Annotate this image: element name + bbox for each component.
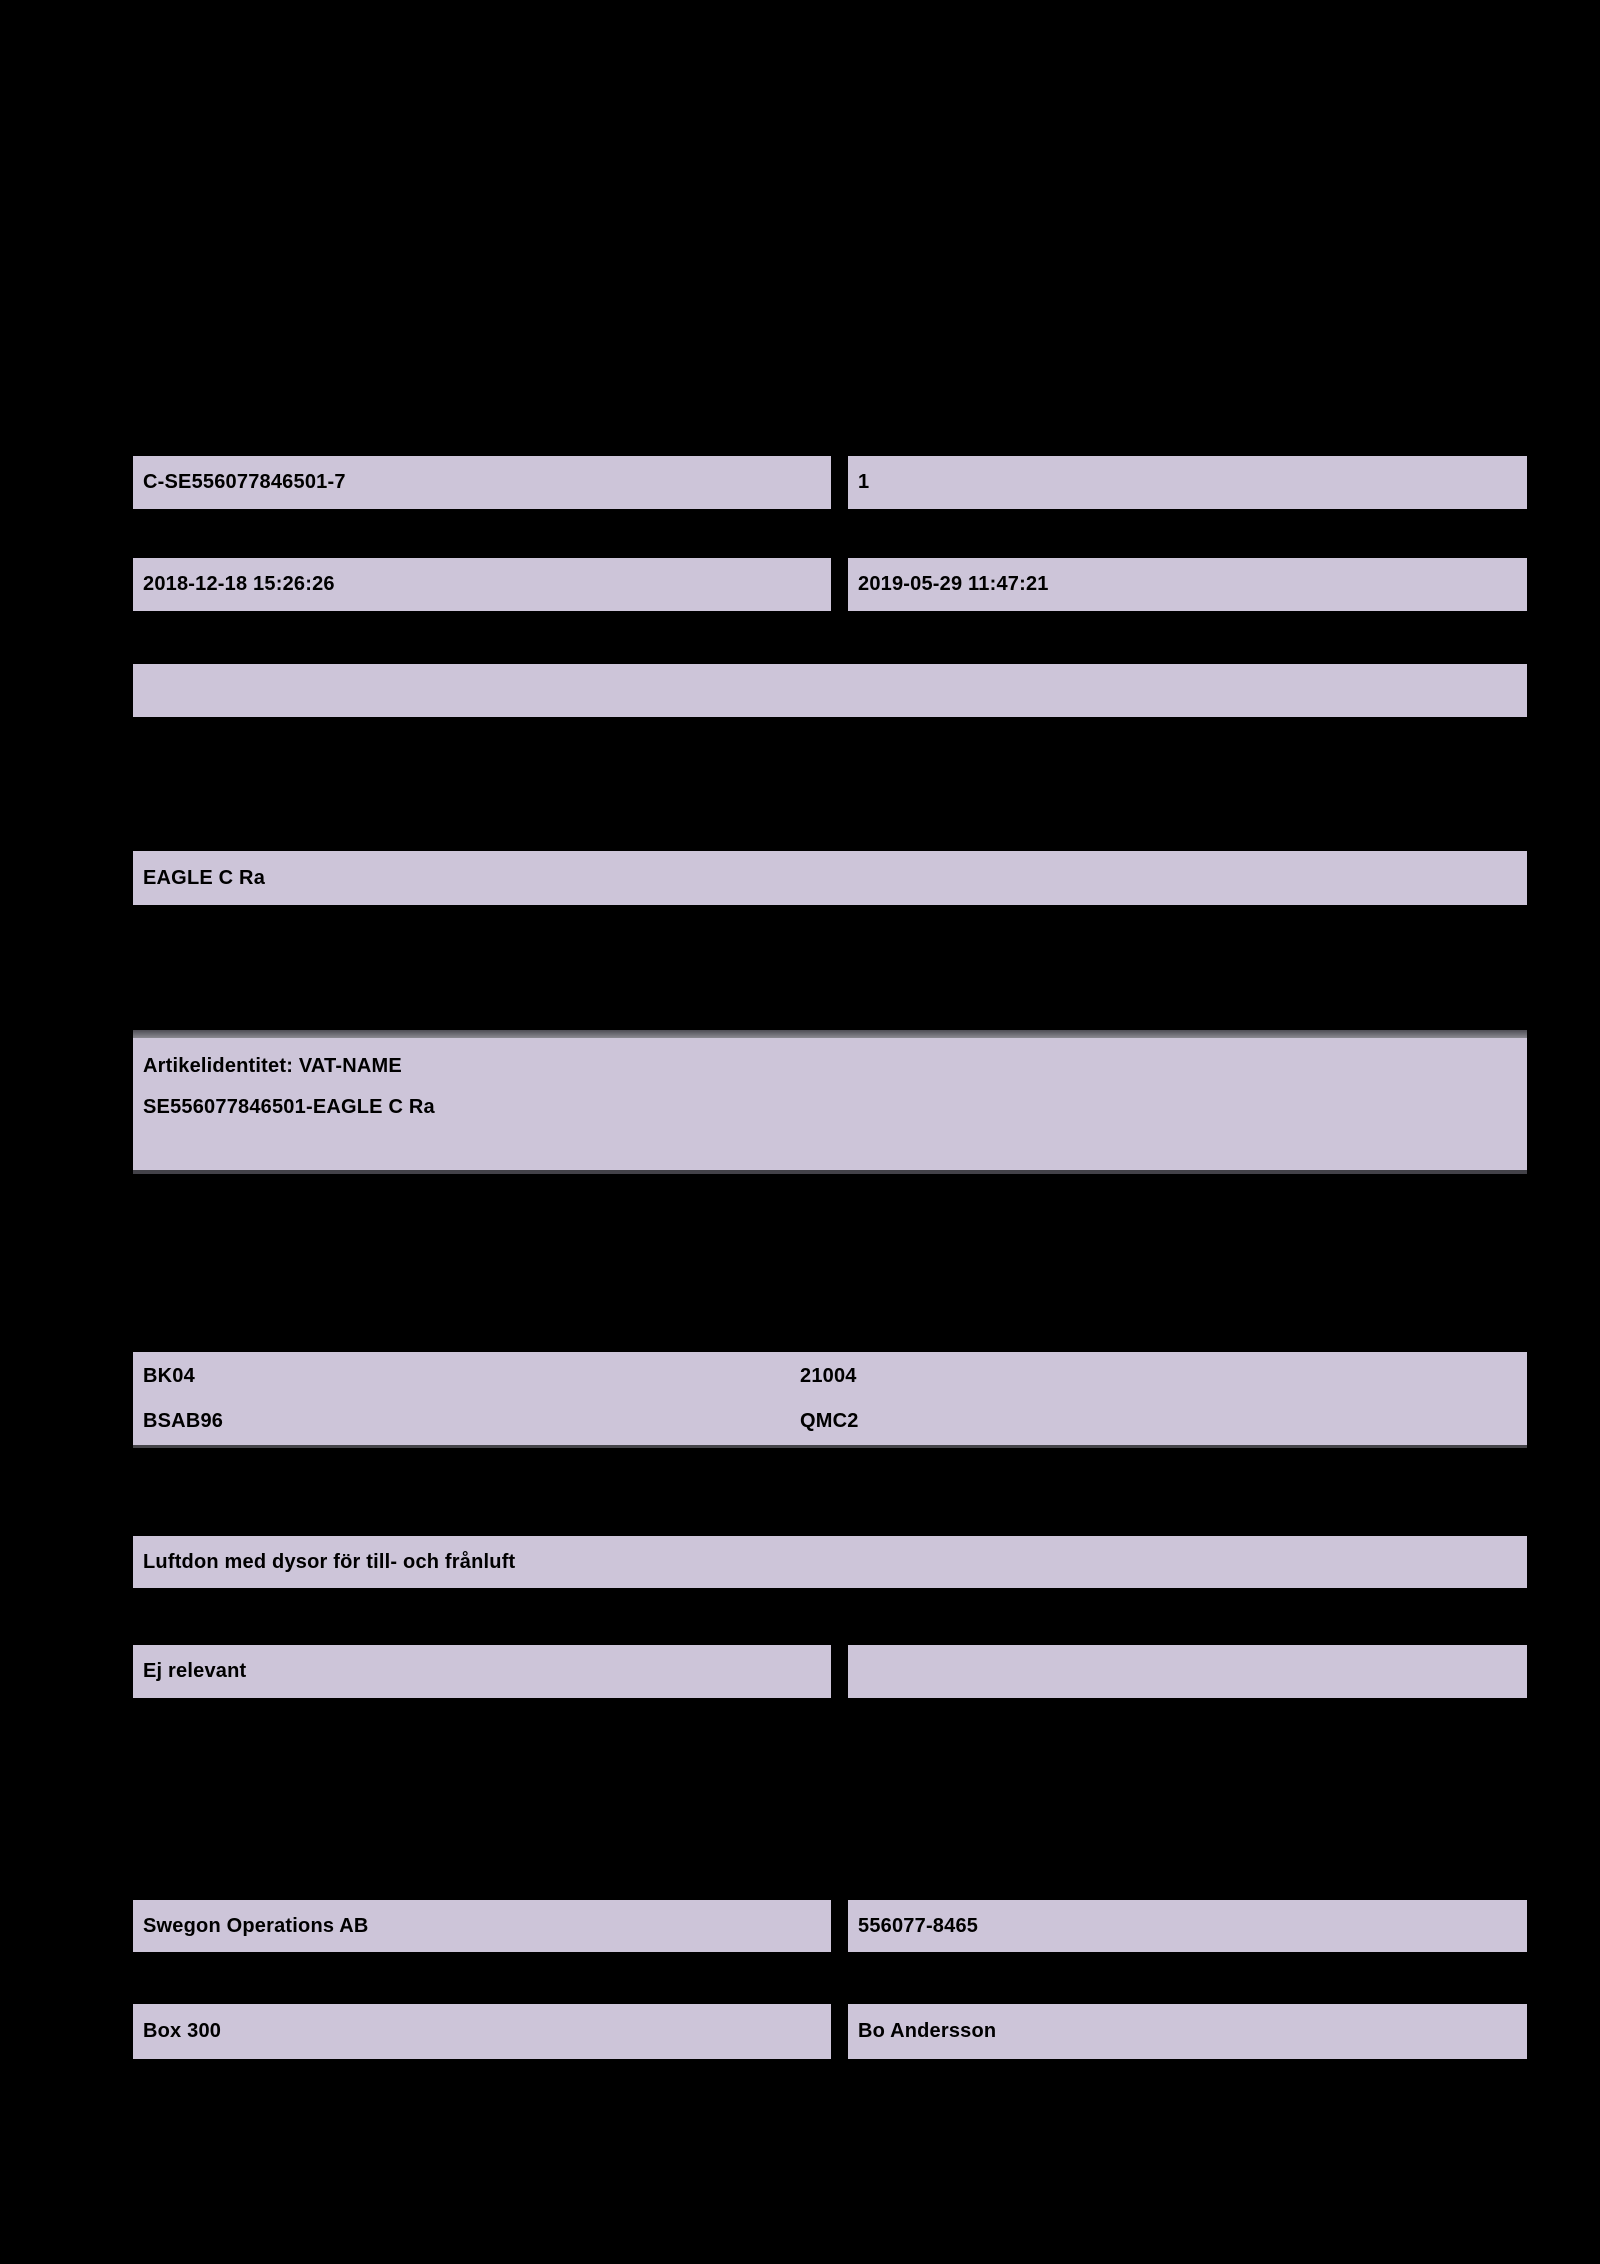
classification-system-label: BK04 — [143, 1365, 195, 1387]
classification-row-bk04 — [133, 1354, 1527, 1399]
product-name-field[interactable]: EAGLE C Ra — [133, 851, 1527, 905]
article-identity-text — [133, 1030, 1527, 1128]
classification-row-bsab96 — [133, 1399, 1527, 1444]
version-field[interactable]: 1 — [848, 456, 1527, 509]
empty-wide-field[interactable] — [133, 664, 1527, 717]
article-identity-textarea[interactable] — [133, 1030, 1527, 1174]
address-field[interactable]: Box 300 — [133, 2004, 831, 2059]
classification-box[interactable] — [133, 1352, 1527, 1448]
article-identity-line2: SE556077846501-EAGLE C Ra — [143, 1096, 435, 1118]
contact-person-field[interactable]: Bo Andersson — [848, 2004, 1527, 2059]
company-name-field[interactable]: Swegon Operations AB — [133, 1900, 831, 1952]
org-number-field[interactable]: 556077-8465 — [848, 1900, 1527, 1952]
article-identity-line1: Artikelidentitet: VAT-NAME — [143, 1055, 402, 1077]
not-relevant-field[interactable]: Ej relevant — [133, 1645, 831, 1698]
document-id-field[interactable]: C-SE556077846501-7 — [133, 456, 831, 509]
empty-right-field[interactable] — [848, 1645, 1527, 1698]
product-description-field[interactable]: Luftdon med dysor för till- och frånluft — [133, 1536, 1527, 1588]
modified-date-field[interactable]: 2019-05-29 11:47:21 — [848, 558, 1527, 611]
classification-code-value: 21004 — [800, 1365, 857, 1387]
classification-code-value: QMC2 — [800, 1410, 859, 1432]
created-date-field[interactable]: 2018-12-18 15:26:26 — [133, 558, 831, 611]
classification-system-label: BSAB96 — [143, 1410, 224, 1432]
